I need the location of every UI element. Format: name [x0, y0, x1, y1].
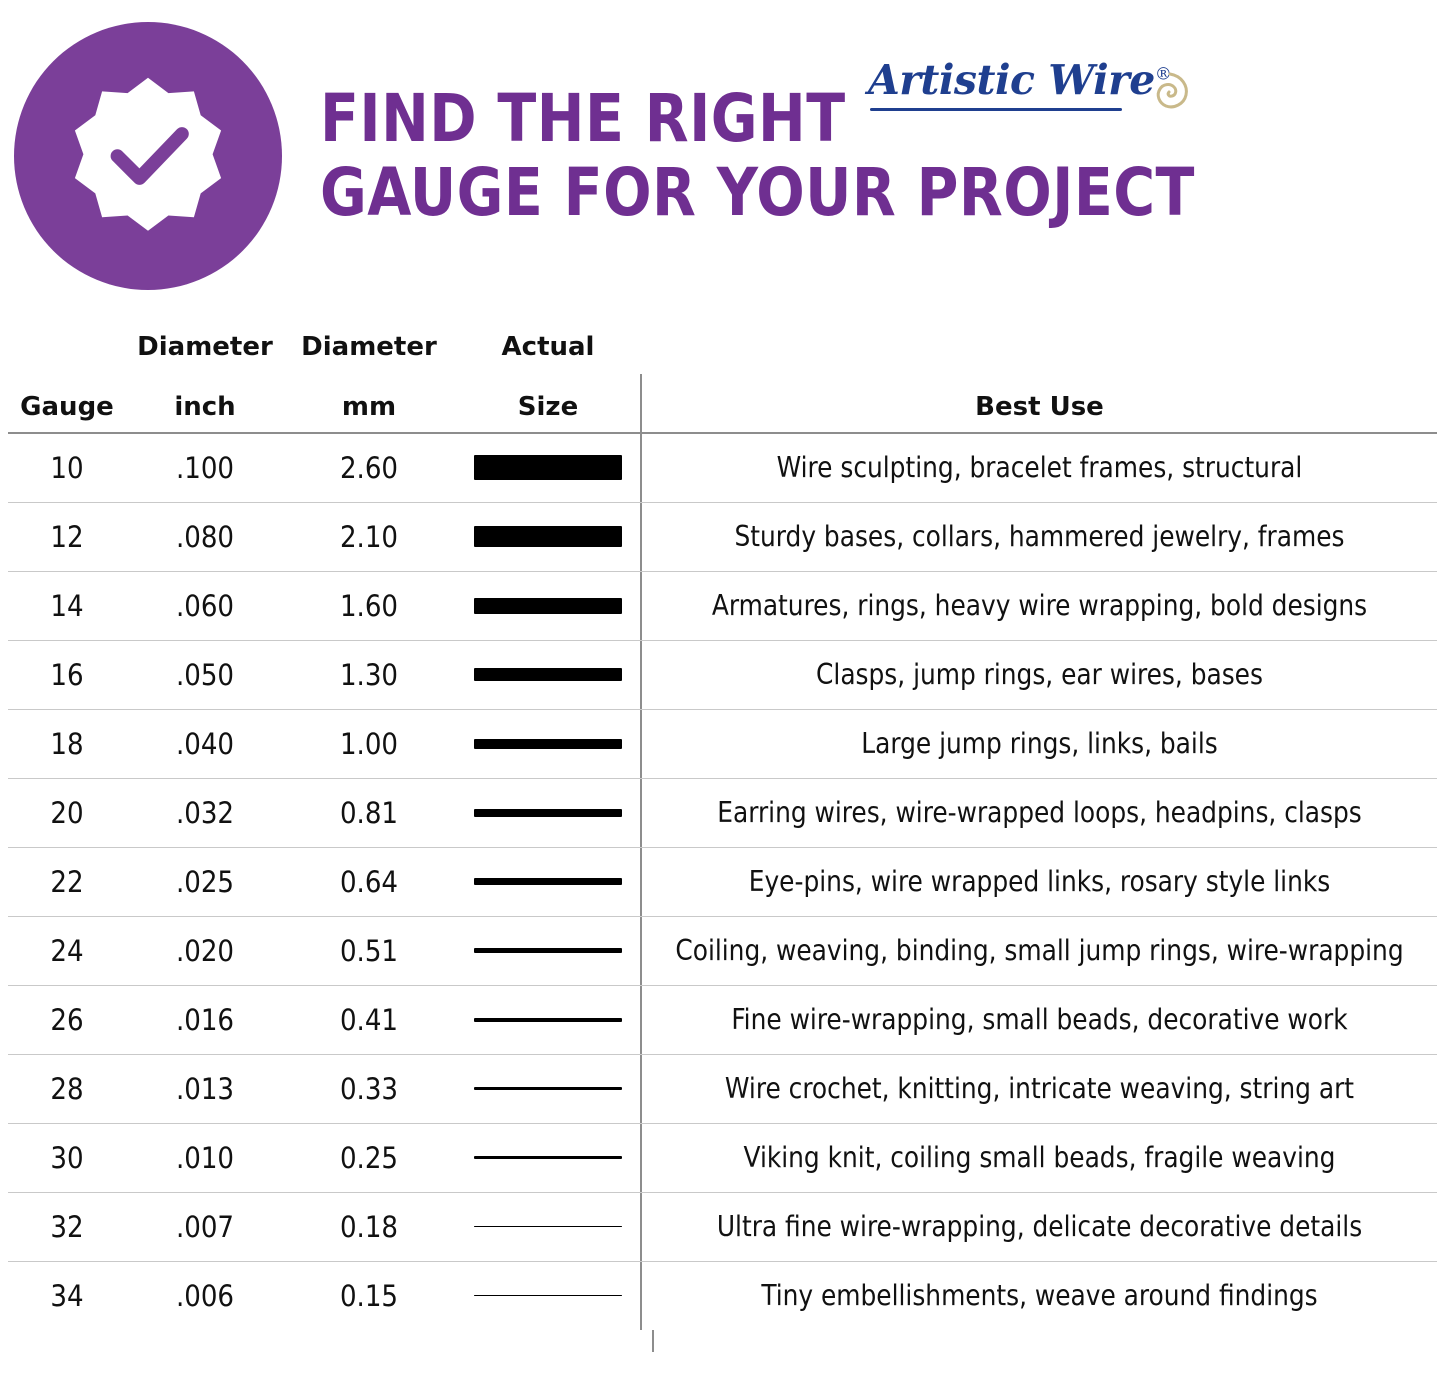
- cell-actual-size: [454, 1192, 642, 1261]
- table-row: [8, 709, 1437, 778]
- column-divider: [640, 917, 642, 985]
- cell-gauge: 32: [8, 1192, 126, 1261]
- table-row: [8, 778, 1437, 847]
- cell-best-use: Clasps, jump rings, ear wires, bases: [654, 640, 1425, 709]
- column-divider: [640, 1055, 642, 1123]
- column-divider: [640, 503, 642, 571]
- cell-actual-size: [454, 1261, 642, 1330]
- cell-diameter-inch: .013: [126, 1054, 284, 1123]
- cell-actual-size: [454, 571, 642, 640]
- cell-gauge: 28: [8, 1054, 126, 1123]
- check-badge-icon: [14, 22, 282, 290]
- cell-diameter-mm: 1.00: [284, 709, 454, 778]
- page-title-line2: GAUGE FOR YOUR PROJECT: [320, 153, 1195, 231]
- cell-best-use: Armatures, rings, heavy wire wrapping, bold designs: [654, 571, 1425, 640]
- cell-diameter-inch: .032: [126, 778, 284, 847]
- wire-thickness-bar: [474, 1226, 622, 1228]
- table-row: [8, 502, 1437, 571]
- cell-actual-size: [454, 916, 642, 985]
- cell-diameter-mm: 0.64: [284, 847, 454, 916]
- table-row: [8, 1123, 1437, 1192]
- wire-thickness-bar: [474, 739, 622, 749]
- gauge-table-wrap: [0, 300, 1445, 1352]
- cell-diameter-mm: 2.60: [284, 433, 454, 502]
- column-divider: [640, 1124, 642, 1192]
- table-row: [8, 1192, 1437, 1261]
- cell-gauge: 14: [8, 571, 126, 640]
- cell-gauge: 18: [8, 709, 126, 778]
- cell-gauge: 20: [8, 778, 126, 847]
- cell-diameter-inch: .020: [126, 916, 284, 985]
- cell-diameter-inch: .010: [126, 1123, 284, 1192]
- cell-diameter-mm: 0.81: [284, 778, 454, 847]
- cell-best-use: Tiny embellishments, weave around findings: [761, 1279, 1318, 1313]
- cell-diameter-mm: 0.25: [284, 1123, 454, 1192]
- header-size: Size: [454, 366, 642, 433]
- cell-diameter-mm: 1.60: [284, 571, 454, 640]
- cell-best-use: Coiling, weaving, binding, small jump rings, wire-wrapping: [654, 916, 1425, 985]
- title-block: [320, 22, 1445, 230]
- table-header-top-row: [8, 300, 1437, 366]
- wire-thickness-bar: [474, 1295, 622, 1296]
- column-divider: [640, 986, 642, 1054]
- column-divider: [640, 434, 642, 502]
- wire-thickness-bar: [474, 1087, 622, 1090]
- cell-actual-size: [454, 709, 642, 778]
- cell-actual-size: [454, 502, 642, 571]
- cell-diameter-inch: .050: [126, 640, 284, 709]
- wire-thickness-bar: [474, 455, 622, 480]
- table-row: [8, 571, 1437, 640]
- cell-actual-size: [454, 847, 642, 916]
- cell-gauge: 16: [8, 640, 126, 709]
- cell-diameter-inch: .016: [126, 985, 284, 1054]
- cell-diameter-inch: .007: [126, 1192, 284, 1261]
- wire-thickness-bar: [474, 668, 622, 681]
- table-row: [8, 985, 1437, 1054]
- table-row: [8, 847, 1437, 916]
- cell-gauge: 34: [50, 1278, 84, 1313]
- cell-best-use: Wire crochet, knitting, intricate weaving, string art: [654, 1054, 1425, 1123]
- cell-actual-size: [454, 433, 642, 502]
- cell-diameter-mm: 1.30: [284, 640, 454, 709]
- header-spacer: [8, 300, 126, 366]
- cell-best-use: Ultra fine wire-wrapping, delicate decorative details: [654, 1192, 1425, 1261]
- cell-diameter-mm: 0.15: [339, 1278, 399, 1313]
- wire-thickness-bar: [474, 1156, 622, 1159]
- cell-best-use: Eye-pins, wire wrapped links, rosary style links: [654, 847, 1425, 916]
- header-diameter-mm-top: Diameter: [301, 332, 437, 362]
- wire-thickness-bar: [474, 878, 622, 885]
- cell-actual-size: [454, 1054, 642, 1123]
- column-divider: [652, 1330, 654, 1352]
- table-row: [8, 433, 1437, 502]
- cell-best-use: Large jump rings, links, bails: [654, 709, 1425, 778]
- cell-gauge: 24: [8, 916, 126, 985]
- column-divider: [640, 1262, 642, 1331]
- cell-diameter-inch: .060: [126, 571, 284, 640]
- cell-gauge: 12: [8, 502, 126, 571]
- column-divider: [640, 710, 642, 778]
- cell-diameter-inch: .080: [126, 502, 284, 571]
- column-divider: [640, 779, 642, 847]
- table-footer-divider: [8, 1330, 1437, 1352]
- cell-diameter-mm: 0.41: [284, 985, 454, 1054]
- cell-diameter-inch: .100: [126, 433, 284, 502]
- wire-thickness-bar: [474, 809, 622, 817]
- column-divider: [640, 1193, 642, 1261]
- table-head: [8, 300, 1437, 433]
- spiral-icon: [1126, 64, 1196, 122]
- column-divider: [640, 572, 642, 640]
- wire-thickness-bar: [474, 948, 622, 953]
- cell-best-use: Wire sculpting, bracelet frames, structural: [654, 433, 1425, 502]
- cell-diameter-mm: 2.10: [284, 502, 454, 571]
- cell-diameter-inch: .006: [175, 1278, 235, 1313]
- column-divider: [640, 641, 642, 709]
- cell-gauge: 10: [8, 433, 126, 502]
- cell-best-use: Earring wires, wire-wrapped loops, headpins, clasps: [654, 778, 1425, 847]
- brand-logo: [868, 56, 1188, 122]
- registered-mark: ®: [1154, 64, 1172, 85]
- column-divider: [640, 848, 642, 916]
- table-body: [8, 433, 1437, 1330]
- wire-thickness-bar: [474, 526, 622, 547]
- header-mm: mm: [284, 366, 454, 433]
- header-inch: inch: [126, 366, 284, 433]
- page-title-line1: FIND THE RIGHT: [320, 80, 846, 157]
- header-actual-top: Actual: [501, 332, 595, 362]
- table-row: [8, 1261, 1437, 1330]
- cell-gauge: 22: [8, 847, 126, 916]
- cell-diameter-mm: 0.18: [284, 1192, 454, 1261]
- header: [0, 0, 1445, 300]
- header-best-use: Best Use: [642, 366, 1437, 433]
- header-bestuse-spacer: [642, 300, 1437, 366]
- wire-thickness-bar: [474, 598, 622, 614]
- cell-actual-size: [454, 1123, 642, 1192]
- cell-actual-size: [454, 778, 642, 847]
- brand-name-text: Artistic Wire: [868, 56, 1155, 104]
- column-divider: [640, 374, 642, 432]
- cell-diameter-inch: .040: [126, 709, 284, 778]
- cell-diameter-mm: 0.51: [284, 916, 454, 985]
- table-header-row: [8, 366, 1437, 433]
- header-gauge: Gauge: [8, 366, 126, 433]
- header-diameter-inch-top: Diameter: [137, 332, 273, 362]
- gauge-table: [8, 300, 1437, 1330]
- cell-diameter-inch: .025: [126, 847, 284, 916]
- cell-gauge: 30: [8, 1123, 126, 1192]
- cell-best-use: Viking knit, coiling small beads, fragile weaving: [654, 1123, 1425, 1192]
- cell-best-use: Fine wire-wrapping, small beads, decorative work: [654, 985, 1425, 1054]
- wire-thickness-bar: [474, 1018, 622, 1022]
- cell-gauge: 26: [8, 985, 126, 1054]
- cell-actual-size: [454, 640, 642, 709]
- table-row: [8, 640, 1437, 709]
- cell-best-use: Sturdy bases, collars, hammered jewelry, frames: [654, 502, 1425, 571]
- brand-underline: [870, 108, 1122, 111]
- table-row: [8, 916, 1437, 985]
- table-row: [8, 1054, 1437, 1123]
- cell-actual-size: [454, 985, 642, 1054]
- cell-diameter-mm: 0.33: [284, 1054, 454, 1123]
